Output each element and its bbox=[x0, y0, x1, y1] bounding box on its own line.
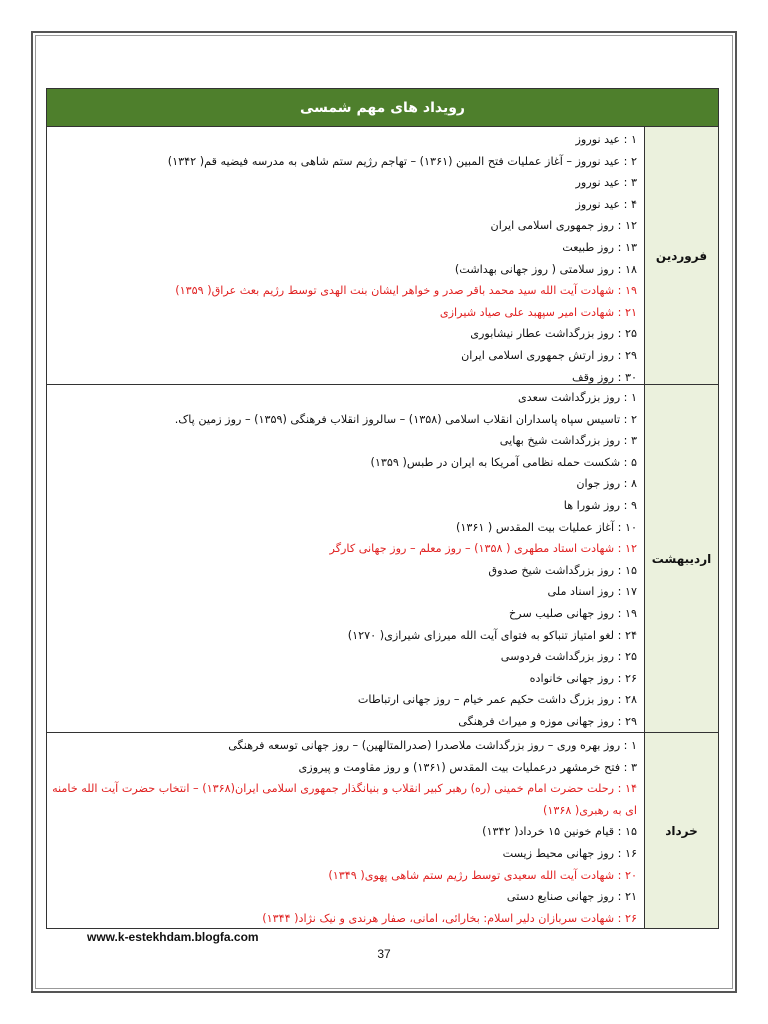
event-list bbox=[47, 385, 643, 732]
event-row: ۲۸ : روز بزرگ داشت حکیم عمر خیام – روز جهانی ارتباطات bbox=[357, 693, 637, 707]
event-row: ۱۲ : شهادت استاد مطهری ( ۱۳۵۸) – روز معلم – روز جهانی کارگر bbox=[329, 542, 637, 556]
event-row: ۲۰ : شهادت آیت الله سعیدی توسط رژیم ستم شاهی پهوی( ۱۳۴۹) bbox=[328, 868, 637, 882]
event-row: ۲۶ : روز جهانی خانواده bbox=[529, 671, 637, 685]
event-row: ۱ : روز بزرگداشت سعدی bbox=[518, 391, 637, 404]
month-label: اردیبهشت bbox=[644, 385, 718, 732]
event-row: ۱۰ : آغاز عملیات بیت المقدس ( ۱۳۶۱) bbox=[455, 520, 637, 534]
event-row: ۱۲ : روز جمهوری اسلامی ایران bbox=[490, 219, 637, 233]
event-row: ۲۹ : روز ارتش جمهوری اسلامی ایران bbox=[461, 348, 637, 362]
event-row: ۴ : عید نوروز bbox=[575, 197, 637, 211]
event-row: ۵ : شکست حمله نظامی آمریکا به ایران در طبس( ۱۳۵۹) bbox=[370, 455, 637, 469]
event-row: ۱۷ : روز اسناد ملی bbox=[547, 585, 637, 599]
event-row: ۱۶ : روز جهانی محیط زیست bbox=[502, 846, 637, 860]
events-table bbox=[46, 88, 719, 929]
event-row: ۲۵ : روز بزرگداشت عطار نیشابوری bbox=[470, 327, 637, 341]
section-farvardin bbox=[47, 127, 718, 385]
event-row: ۳ : روز بزرگداشت شیخ بهایی bbox=[499, 434, 637, 448]
event-row: ۳ : عید نورور bbox=[575, 176, 637, 190]
footer-url: www.k-estekhdam.blogfa.com bbox=[87, 930, 259, 944]
event-row: ۳۰ : روز وقف bbox=[571, 370, 637, 384]
event-row: ۲ : عید نوروز – آغاز عملیات فتح المبین (۱۳۶۱) – تهاجم رژیم ستم شاهی به مدرسه فیضیه قم( ۱۳۴۲) bbox=[167, 154, 637, 168]
month-label: فروردین bbox=[644, 127, 718, 384]
month-label: خرداد bbox=[644, 733, 718, 928]
event-row: ۱۴ : رحلت حضرت امام خمینی (ره) رهبر کبیر انقلاب و بنیانگذار جمهوری اسلامی ایران(۱۳۶۸) – انتخاب حضرت آیت الله خامنه ای به رهبری( ۱۳۶۸) bbox=[52, 782, 637, 817]
event-row: ۱۵ : روز بزرگداشت شیخ صدوق bbox=[488, 563, 637, 577]
event-row: ۸ : روز جوان bbox=[576, 477, 637, 491]
event-row: ۲۵ : روز بزرگداشت فردوسی bbox=[500, 650, 637, 664]
event-list bbox=[47, 127, 643, 384]
event-row: ۹ : روز شورا ها bbox=[563, 498, 637, 512]
table-title: رویداد های مهم شمسی bbox=[47, 89, 718, 127]
section-khordad bbox=[47, 733, 718, 928]
event-row: ۱۹ : روز جهانی صلیب سرخ bbox=[508, 606, 637, 620]
event-row: ۲۱ : شهادت امیر سپهبد علی صیاد شیرازی bbox=[439, 305, 637, 319]
event-row: ۱۳ : روز طبیعت bbox=[562, 240, 637, 254]
event-list bbox=[47, 733, 643, 928]
event-row: ۲۴ : لغو امتیاز تنباکو به فتوای آیت الله میرزای شیرازی( ۱۲۷۰) bbox=[347, 628, 637, 642]
event-row: ۲ : تاسیس سپاه پاسداران انقلاب اسلامی (۱۳۵۸) – سالروز انقلاب فرهنگی (۱۳۵۹) – روز زمین پاک. bbox=[174, 412, 637, 426]
event-row: ۱۵ : قیام خونین ۱۵ خرداد( ۱۳۴۲) bbox=[482, 825, 637, 839]
event-row: ۱ : روز بهره وری – روز بزرگداشت ملاصدرا (صدرالمتالهین) – روز جهانی توسعه فرهنگی bbox=[228, 739, 637, 752]
event-row: ۲۹ : روز جهانی موزه و میراث فرهنگی bbox=[458, 714, 637, 728]
event-row: ۲۶ : شهادت سربازان دلیر اسلام: بخارائی، امانی، صفار هرندی و نیک نژاد( ۱۳۴۴) bbox=[262, 911, 637, 925]
event-row: ۱ : عید نوروز bbox=[575, 133, 637, 146]
event-row: ۱۹ : شهادت آیت الله سید محمد باقر صدر و خواهر ایشان بنت الهدی توسط رژیم بعث عراق( ۱۳۵۹) bbox=[175, 284, 637, 298]
event-row: ۳ : فتح خرمشهر درعملیات بیت المقدس (۱۳۶۱) و روز مقاومت و پیروزی bbox=[298, 760, 637, 774]
page-number: 37 bbox=[377, 947, 391, 961]
section-ordibehesht bbox=[47, 385, 718, 733]
event-row: ۲۱ : روز جهانی صنایع دستی bbox=[506, 890, 637, 904]
event-row: ۱۸ : روز سلامتی ( روز جهانی بهداشت) bbox=[454, 262, 637, 276]
